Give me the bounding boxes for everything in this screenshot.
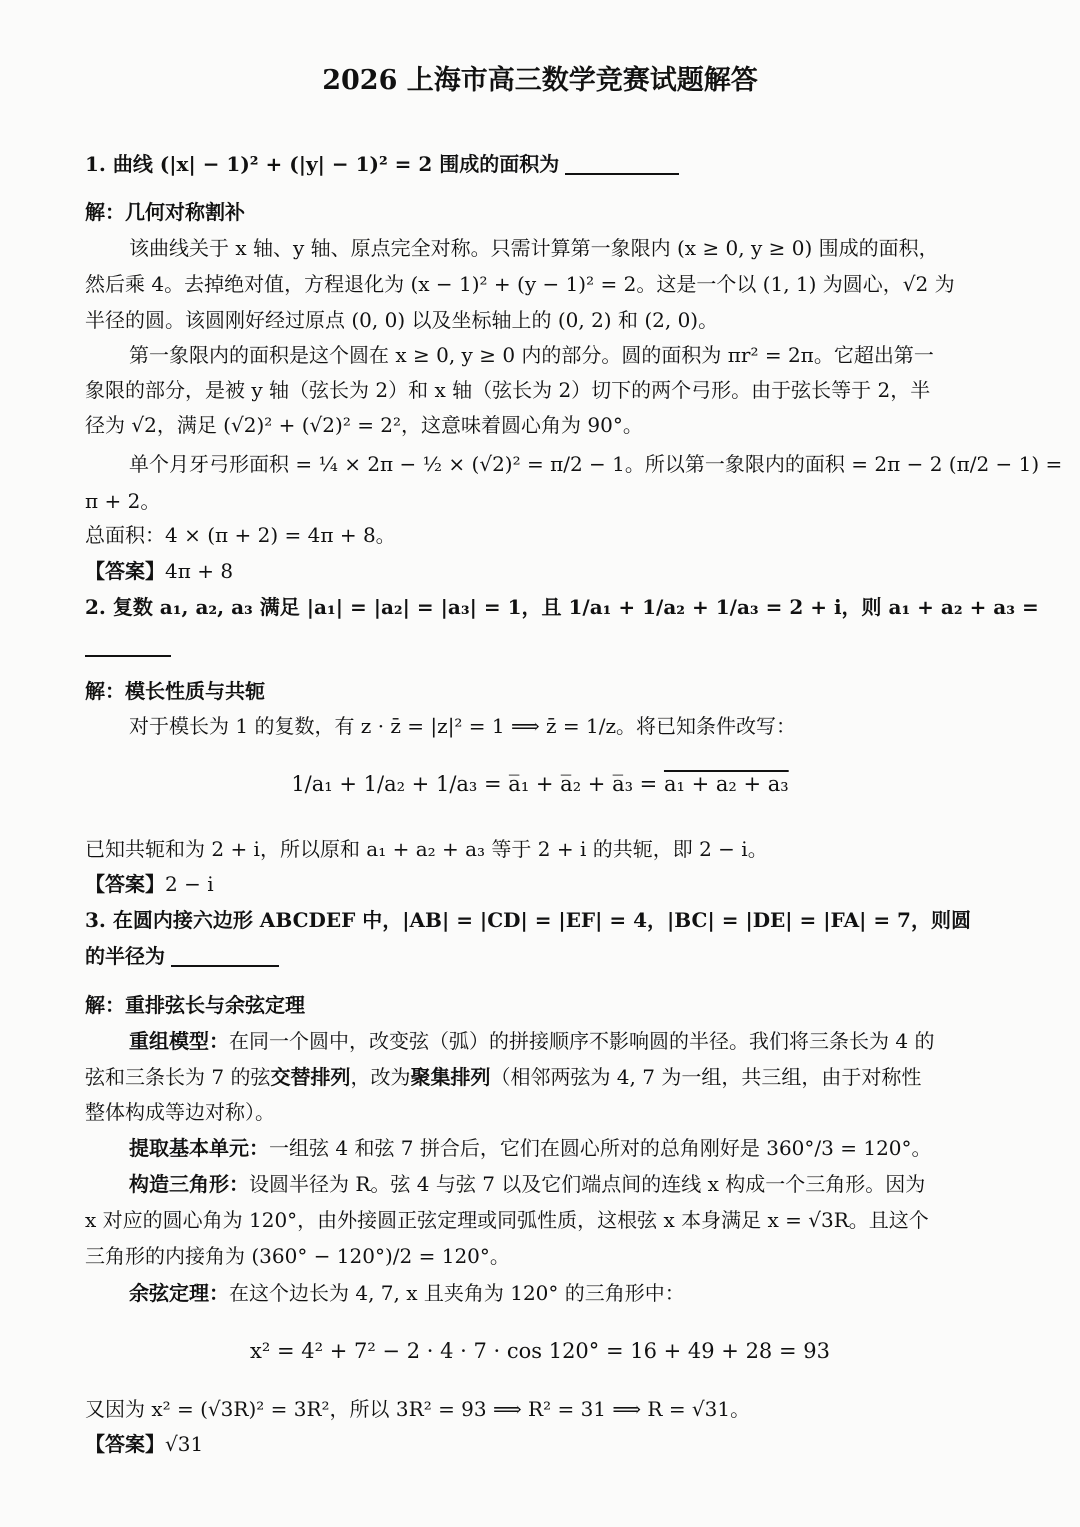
answer-blank — [565, 173, 679, 175]
solution-1-line: 然后乘 4。去掉绝对值，方程退化为 (x − 1)² + (y − 1)² = 2。这是一个以 (1, 1) 为圆心，√2 为 — [85, 272, 955, 296]
question-3-line: 3. 在圆内接六边形 ABCDEF 中，|AB| = |CD| = |EF| = 4，|BC| = |DE| = |FA| = 7，则圆 — [85, 908, 971, 932]
solution-3-line — [85, 1063, 921, 1091]
solution-3-line — [129, 1170, 925, 1198]
step-text: 在同一个圆中，改变弦（弧）的拼接顺序不影响圆的半径。我们将三条长为 4 的 — [229, 1029, 935, 1053]
solution-2-line: 已知共轭和为 2 + i，所以原和 a₁ + a₂ + a₃ 等于 2 + i 的共轭，即 2 − i。 — [85, 837, 768, 861]
solution-1-line: 半径的圆。该圆刚好经过原点 (0, 0) 以及坐标轴上的 (0, 2) 和 (2, 0)。 — [85, 308, 719, 332]
solution-heading-3: 解：重排弦长与余弦定理 — [85, 993, 305, 1017]
solution-1-line: 该曲线关于 x 轴、y 轴、原点完全对称。只需计算第一象限内 (x ≥ 0, y ≥ 0) 围成的面积， — [129, 236, 939, 260]
solution-heading-1: 解：几何对称割补 — [85, 200, 245, 224]
step-text: 一组弦 4 和弦 7 拼合后，它们在圆心所对的总角刚好是 360°/3 = 120°。 — [269, 1136, 932, 1160]
step-label: 提取基本单元： — [129, 1136, 269, 1160]
step-text: 在这个边长为 4, 7, x 且夹角为 120° 的三角形中： — [229, 1281, 685, 1305]
step-label: 重组模型： — [129, 1029, 229, 1053]
question-2-blank-line — [85, 632, 171, 660]
answer-label: 【答案】 — [85, 559, 165, 583]
question-1-text: 1. 曲线 (|x| − 1)² + (|y| − 1)² = 2 围成的面积为 — [85, 152, 560, 176]
solution-1-line: π + 2。 — [85, 489, 161, 513]
answer-blank — [85, 655, 171, 657]
solution-2-line: 对于模长为 1 的复数，有 z · z̄ = |z|² = 1 ⟹ z̄ = 1/z。将已知条件改写： — [129, 714, 797, 738]
equation-rhs: a₁ + a₂ + a₃ — [663, 772, 789, 796]
answer-value: 4π + 8 — [165, 559, 234, 583]
answer-value: √31 — [165, 1432, 204, 1456]
solution-3-line — [129, 1134, 932, 1162]
step-label: 余弦定理： — [129, 1281, 229, 1305]
step-label: 构造三角形： — [129, 1172, 249, 1196]
answer-1 — [85, 557, 233, 585]
solution-3-line: 整体构成等边对称）。 — [85, 1100, 275, 1124]
equation-mid: = a̅₁ + a̅₂ + a̅₃ = — [484, 772, 658, 796]
equation-cosine-law: x² = 4² + 7² − 2 · 4 · 7 · cos 120° = 16 + 49 + 28 = 93 — [250, 1339, 830, 1363]
answer-2 — [85, 870, 214, 898]
answer-value: 2 − i — [165, 872, 214, 896]
answer-label: 【答案】 — [85, 1432, 165, 1456]
solution-1-line: 径为 √2，满足 (√2)² + (√2)² = 2²，这意味着圆心角为 90°。 — [85, 413, 643, 437]
total-area: 总面积：4 × (π + 2) = 4π + 8。 — [85, 523, 396, 547]
solution-3-line: 三角形的内接角为 (360° − 120°)/2 = 120°。 — [85, 1244, 510, 1268]
step-text: （相邻两弦为 4, 7 为一组，共三组，由于对称性 — [490, 1065, 922, 1089]
question-3-line — [85, 942, 279, 970]
solution-1-line: 象限的部分，是被 y 轴（弦长为 2）和 x 轴（弦长为 2）切下的两个弓形。由于弦长等于 2，半 — [85, 378, 931, 402]
solution-3-line: x 对应的圆心角为 120°，由外接圆正弦定理或同弧性质，这根弦 x 本身满足 x = √3R。且这个 — [85, 1208, 929, 1232]
emphasis-clustered: 聚集排列 — [410, 1065, 491, 1089]
equation-lhs: 1/a₁ + 1/a₂ + 1/a₃ — [291, 772, 478, 796]
answer-3 — [85, 1430, 203, 1458]
step-text: ，改为 — [350, 1065, 411, 1089]
solution-heading-2: 解：模长性质与共轭 — [85, 679, 265, 703]
question-3-text: 的半径为 — [85, 944, 165, 968]
step-text: 设圆半径为 R。弦 4 与弦 7 以及它们端点间的连线 x 构成一个三角形。因为 — [249, 1172, 926, 1196]
solution-3-conclusion: 又因为 x² = (√3R)² = 3R²，所以 3R² = 93 ⟹ R² = 31 ⟹ R = √31。 — [85, 1397, 751, 1421]
emphasis-alternating: 交替排列 — [270, 1065, 351, 1089]
solution-1-line: 单个月牙弓形面积 = ¼ × 2π − ½ × (√2)² = π/2 − 1。所以第一象限内的面积 = 2π − 2 (π/2 − 1) = — [129, 452, 1063, 476]
page-title: 2026 上海市高三数学竞赛试题解答 — [322, 65, 758, 96]
equation-conjugate — [0, 770, 1080, 798]
solution-3-line — [129, 1027, 934, 1055]
solution-3-line — [129, 1279, 685, 1307]
solution-1-line: 第一象限内的面积是这个圆在 x ≥ 0, y ≥ 0 内的部分。圆的面积为 πr² = 2π。它超出第一 — [129, 343, 934, 367]
question-2: 2. 复数 a₁, a₂, a₃ 满足 |a₁| = |a₂| = |a₃| = 1，且 1/a₁ + 1/a₂ + 1/a₃ = 2 + i，则 a₁ + a₂ + a₃ = — [85, 595, 1039, 619]
step-text: 弦和三条长为 7 的弦 — [85, 1065, 271, 1089]
answer-blank — [171, 965, 279, 967]
answer-label: 【答案】 — [85, 872, 165, 896]
question-1 — [85, 150, 679, 178]
